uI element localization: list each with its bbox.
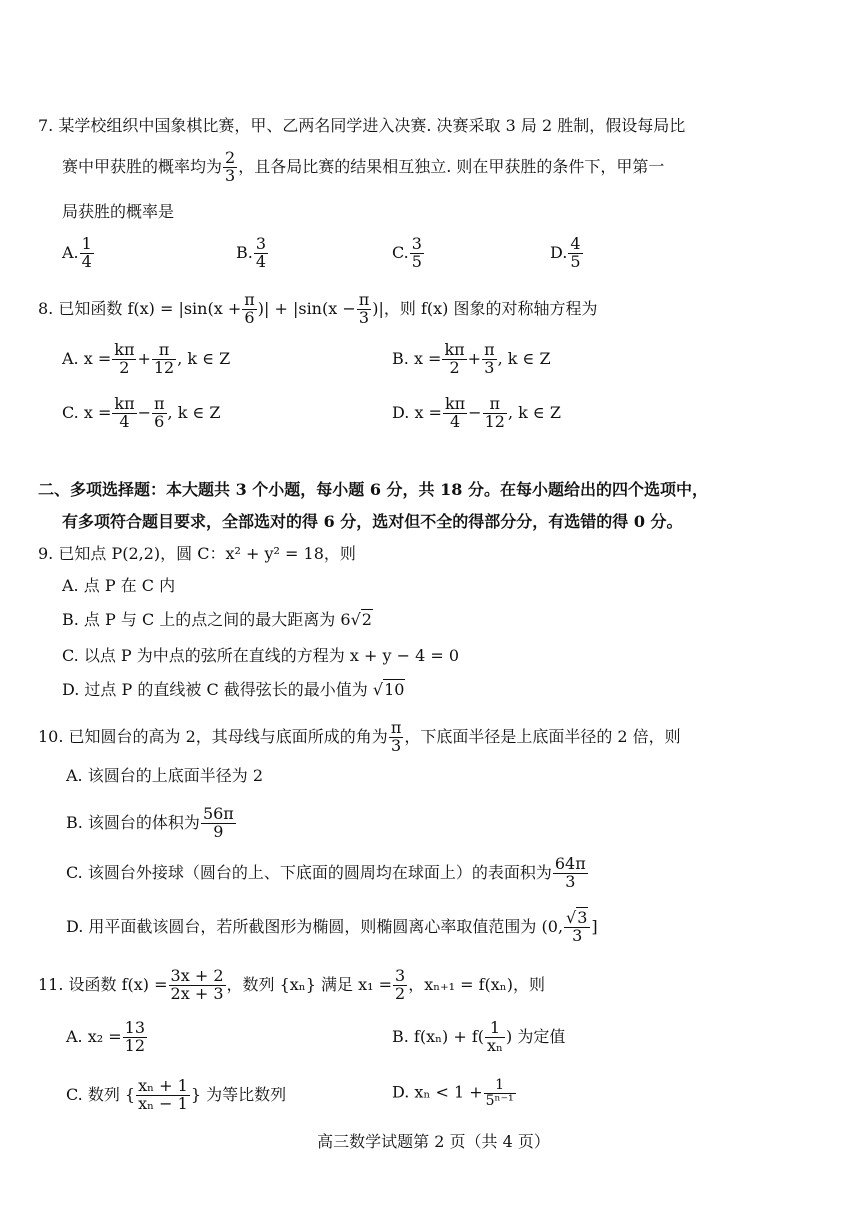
q9-option-b: B. 点 P 与 C 上的点之间的最大距离为 6√2 [62, 610, 372, 629]
page-footer: 高三数学试题第 2 页（共 4 页） [317, 1132, 550, 1151]
q7-probability-fraction: $\frac{2}{3}$ [225, 148, 236, 185]
q11-option-a: A. x₂ = $\frac{13}{12}$ [66, 1018, 146, 1055]
q7-stem-line1: 7. 某学校组织中国象棋比赛，甲、乙两名同学进入决赛. 决赛采取 3 局 2 胜制，假设每局比 [38, 116, 686, 135]
q9-option-a: A. 点 P 在 C 内 [62, 576, 176, 595]
q7-stem-line2 [62, 150, 664, 185]
q11-option-d: D. xₙ < 1 + $\frac{1}{\text{5ⁿ⁻¹}}$ [392, 1077, 514, 1109]
q10-option-d: D. 用平面截该圆台，若所截图形为椭圆，则椭圆离心率取值范围为 (0, $\frac{√3}{3}$ ] [66, 908, 598, 945]
section-2-heading: 二、多项选择题：本大题共 3 个小题，每小题 6 分，共 18 分。在每小题给出的四个选项中， [38, 480, 708, 499]
q8-option-d: D. x = $\frac{k\pi}{4}$ − $\frac{\pi}{12}$ , k ∈ Z [392, 394, 561, 431]
q11-option-c: C. 数列 { $\frac{\text{xₙ + 1}}{\text{xₙ − 1}}$ } 为等比数列 [66, 1076, 287, 1113]
q7-option-a: A. $\frac{1}{4}$ [62, 234, 92, 271]
q8-option-c: C. x = $\frac{k\pi}{4}$ − $\frac{\pi}{6}$ , k ∈ Z [62, 394, 221, 431]
q7-option-b: B. $\frac{3}{4}$ [236, 234, 267, 271]
q10-option-a: A. 该圆台的上底面半径为 2 [66, 766, 263, 785]
section-2-instructions: 有多项符合题目要求，全部选对的得 6 分，选对但不全的得部分分，有选错的得 0 分。 [62, 512, 683, 531]
q11-option-b: B. f(xₙ) + f( $\frac{1}{\text{xₙ}}$ ) 为定值 [392, 1018, 566, 1055]
q9-stem: 9. 已知点 P(2,2)，圆 C：x² + y² = 18，则 [38, 544, 356, 563]
q10-stem: 10. 已知圆台的高为 2，其母线与底面所成的角为 $\frac{\pi}{3}$ ，下底面半径是上底面半径的 2 倍，则 [38, 718, 681, 755]
q7-stem-text: 赛中甲获胜的概率均为 [62, 156, 223, 176]
q7-option-c: C. $\frac{3}{5}$ [392, 234, 422, 271]
q9-option-c: C. 以点 P 为中点的弦所在直线的方程为 x + y − 4 = 0 [62, 646, 460, 665]
q7-stem-line3: 局获胜的概率是 [62, 202, 175, 221]
q7-option-d: D. $\frac{4}{5}$ [550, 234, 581, 271]
q11-stem: 11. 设函数 f(x) = $\frac{3x + 2}{2x + 3}$ ，数列 {xₙ} 满足 x₁ = $\frac{3}{2}$ ，xₙ₊₁ = f(xₙ)，则 [38, 966, 545, 1003]
q7-stem-text-2: ，且各局比赛的结果相互独立. 则在甲获胜的条件下，甲第一 [238, 156, 665, 176]
q8-option-a: A. x = $\frac{k\pi}{2}$ + $\frac{\pi}{12}$ , k ∈ Z [62, 340, 231, 377]
q9-option-d: D. 过点 P 的直线被 C 截得弦长的最小值为 √10 [62, 680, 405, 699]
q8-stem: 8. 已知函数 f(x) = |sin(x + $\frac{\pi}{6}$ )| + |sin(x − $\frac{\pi}{3}$ )|，则 f(x) 图象的对称轴方程为 [38, 290, 598, 327]
q10-option-c: C. 该圆台外接球（圆台的上、下底面的圆周均在球面上）的表面积为 $\frac{64\pi}{3}$ [66, 854, 586, 891]
q10-option-b: B. 该圆台的体积为 $\frac{56\pi}{9}$ [66, 804, 234, 841]
q8-option-b: B. x = $\frac{k\pi}{2}$ + $\frac{\pi}{3}$ , k ∈ Z [392, 340, 551, 377]
